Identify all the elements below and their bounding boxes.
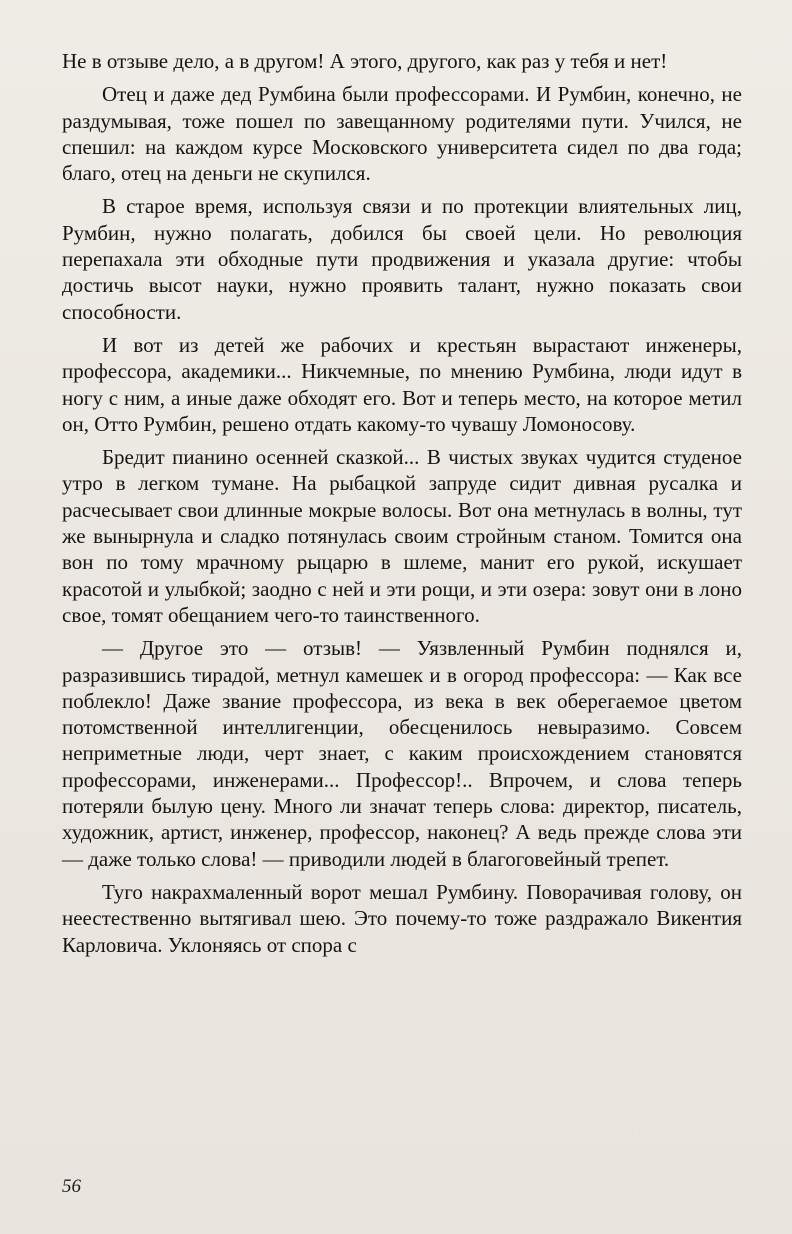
paragraph-1: Не в отзыве дело, а в другом! А этого, другого, как раз у тебя и нет! — [62, 49, 668, 73]
paragraph-6: — Другое это — отзыв! — Уязвленный Румбин поднялся и, разразившись тирадой, метнул камешек и в огород профессора: — Как все поблекло! Даже звание профессора, из века в век оберегаемое цветом потомственной интеллигенции, обесценилось невыразимо. Совсем неприметные люди, черт знает, с каким происхождением становятся профессорами, инженерами... Профессор!.. Впрочем, и слова теперь потеряли былую цену. Много ли значат теперь слова: директор, писатель, художник, артист, инженер, профессор, наконец? А ведь прежде слова эти — даже только слова! — приводили людей в благоговейный трепет. — [62, 636, 742, 871]
body-text — [62, 48, 742, 965]
page-number: 56 — [62, 1176, 81, 1197]
paragraph-2: Отец и даже дед Румбина были профессорами. И Румбин, конечно, не раздумывая, тоже пошел по завещанному родителями пути. Учился, не спешил: на каждом курсе Московского университета сидел по два года; благо, отец на деньги не скупился. — [62, 82, 742, 186]
paragraph-5: Бредит пианино осенней сказкой... В чистых звуках чудится студеное утро в легком тумане. На рыбацкой запруде сидит дивная русалка и расчесывает свои длинные мокрые волосы. Вот она метнулась в волны, тут же вынырнула и сладко потянулась своим стройным станом. Томится она вон по тому мрачному рыцарю в шлеме, манит его рукой, искушает красотой и улыбкой; заодно с ней и эти рощи, и эти озера: зовут они в лоно свое, томят обещанием чего-то таинственного. — [62, 445, 742, 627]
paragraph-4: И вот из детей же рабочих и крестьян вырастают инженеры, профессора, академики... Никчемные, по мнению Румбина, люди идут в ногу с ним, а иные даже обходят его. Вот и теперь место, на которое метил он, Отто Румбин, решено отдать какому-то чувашу Ломоносову. — [62, 332, 742, 436]
paragraph-7: Туго накрахмаленный ворот мешал Румбину. Поворачивая голову, он неестественно вытягивал шею. Это почему-то тоже раздражало Викентия Карловича. Уклоняясь от спора с — [62, 879, 742, 957]
paragraph-3: В старое время, используя связи и по протекции влиятельных лиц, Румбин, нужно полагать, добился бы своей цели. Но революция перепахала эти обходные пути продвижения и указала другие: чтобы достичь высот науки, нужно проявить талант, нужно показать свои способности. — [62, 194, 742, 324]
